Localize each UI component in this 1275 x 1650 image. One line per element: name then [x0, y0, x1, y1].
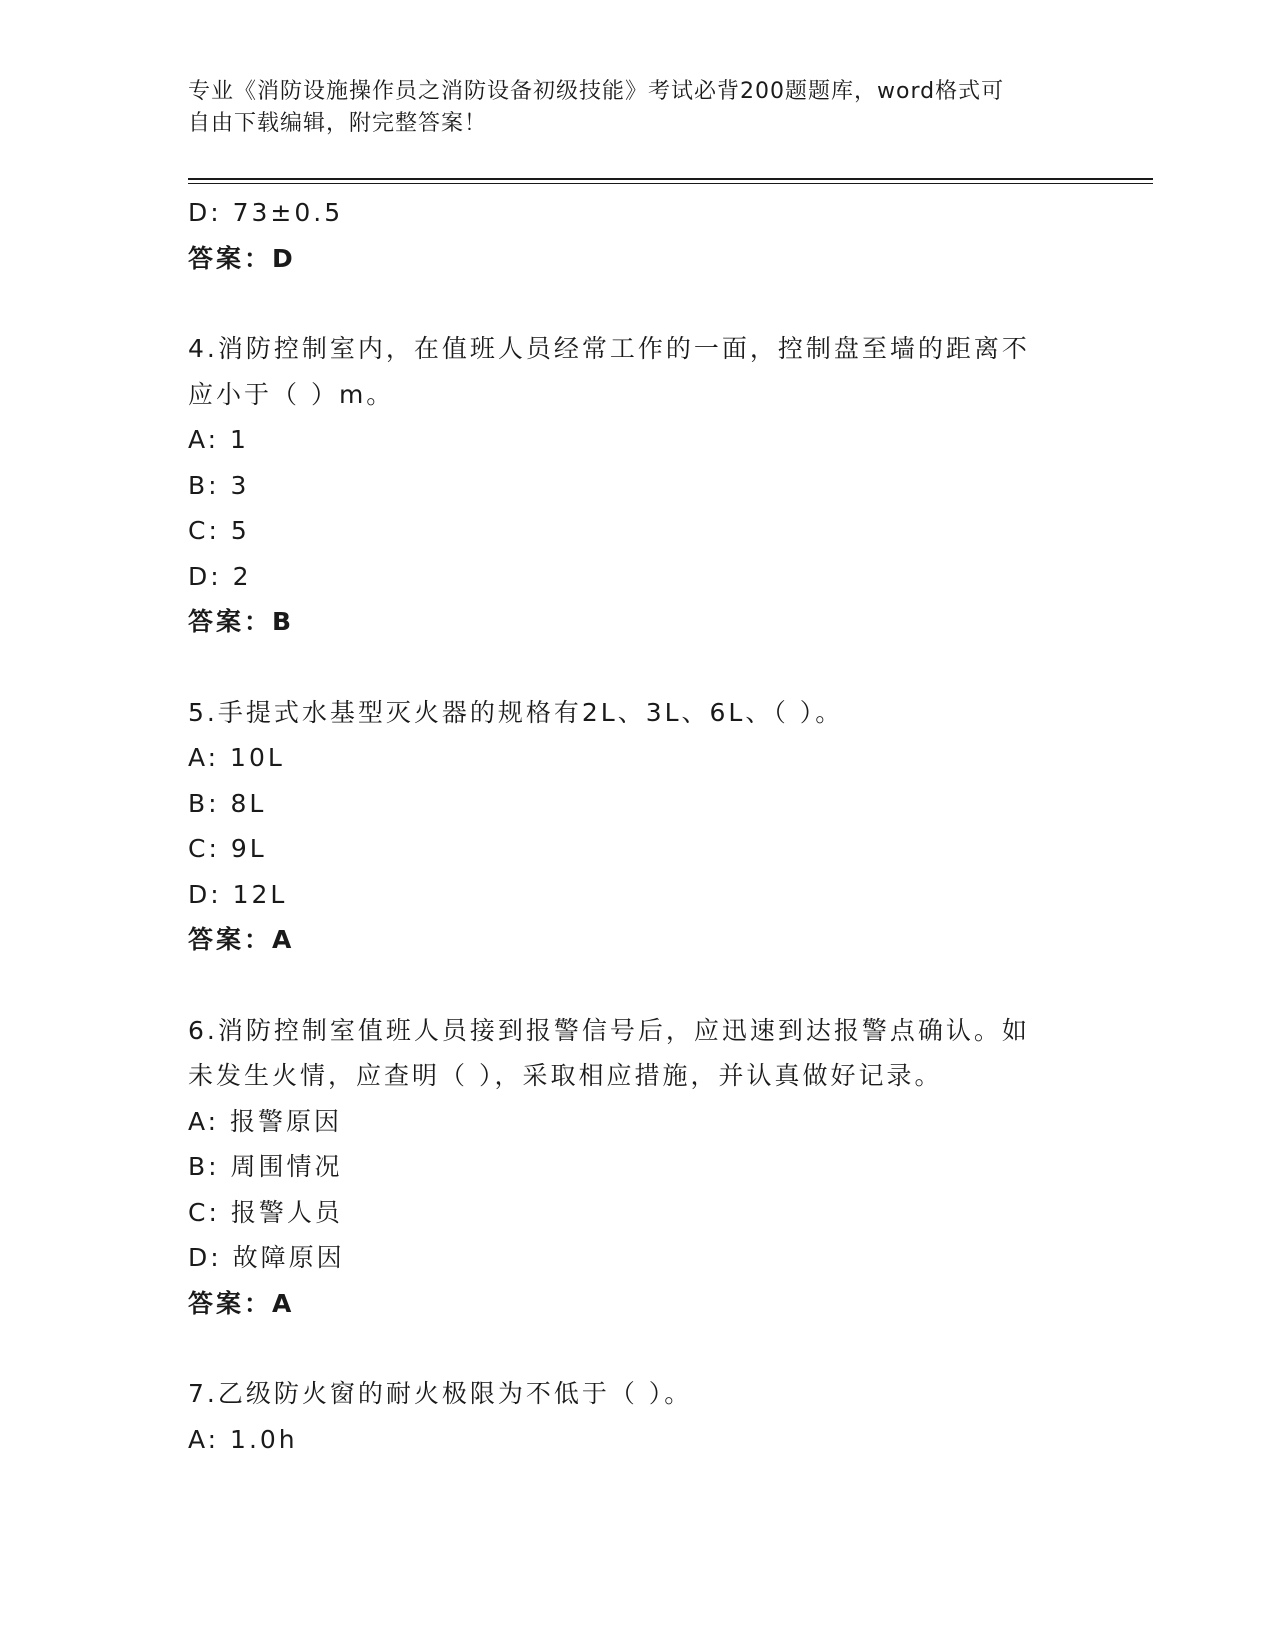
question-stem — [188, 1008, 1153, 1099]
header-line-2: 自由下载编辑，附完整答案！ — [188, 111, 488, 136]
option-c: C: 9L — [188, 834, 267, 863]
option-b: B: 周围情况 — [188, 1152, 343, 1181]
question-stem — [188, 1371, 1153, 1417]
answer-line: 答案：A — [188, 925, 295, 954]
option-a: A: 1 — [188, 425, 249, 454]
question-stem-line: 4.消防控制室内，在值班人员经常工作的一面，控制盘至墙的距离不 — [188, 334, 1030, 363]
option-c: C: 5 — [188, 516, 250, 545]
question-stem-line: 5.手提式水基型灭火器的规格有2L、3L、6L、（ ）。 — [188, 697, 844, 727]
answer-line: 答案：A — [188, 1288, 295, 1318]
answer-line: 答案：D — [188, 243, 296, 273]
option-a: A: 报警原因 — [188, 1106, 343, 1136]
header-line-1: 专业《消防设施操作员之消防设备初级技能》考试必背200题题库，word格式可 — [188, 79, 1005, 104]
question-stem-line: 6.消防控制室值班人员接到报警信号后，应迅速到达报警点确认。如 — [188, 1015, 1030, 1045]
option-d: D: 2 — [188, 561, 252, 591]
page-header — [188, 76, 1088, 140]
spacer — [188, 1326, 1153, 1371]
option-c: C: 报警人员 — [188, 1197, 343, 1227]
question-stem-line: 应小于（ ）m。 — [188, 379, 395, 409]
spacer — [188, 645, 1153, 690]
document-body — [188, 190, 1153, 1462]
answer-line: 答案：B — [188, 607, 295, 636]
option-d: D: 故障原因 — [188, 1243, 345, 1272]
spacer — [188, 281, 1153, 326]
header-divider-thin — [188, 183, 1153, 184]
question-stem — [188, 690, 1153, 736]
question-stem — [188, 326, 1153, 417]
option-d: D: 73±0.5 — [188, 198, 344, 227]
option-b: B: 8L — [188, 788, 267, 818]
option-a: A: 1.0h — [188, 1424, 298, 1454]
question-stem-line: 7.乙级防火窗的耐火极限为不低于（ ）。 — [188, 1379, 693, 1408]
option-d: D: 12L — [188, 879, 288, 909]
spacer — [188, 963, 1153, 1008]
option-a: A: 10L — [188, 743, 285, 772]
header-divider-thick — [188, 178, 1153, 180]
option-b: B: 3 — [188, 470, 250, 500]
question-stem-line: 未发生火情，应查明（ ），采取相应措施，并认真做好记录。 — [188, 1061, 943, 1090]
